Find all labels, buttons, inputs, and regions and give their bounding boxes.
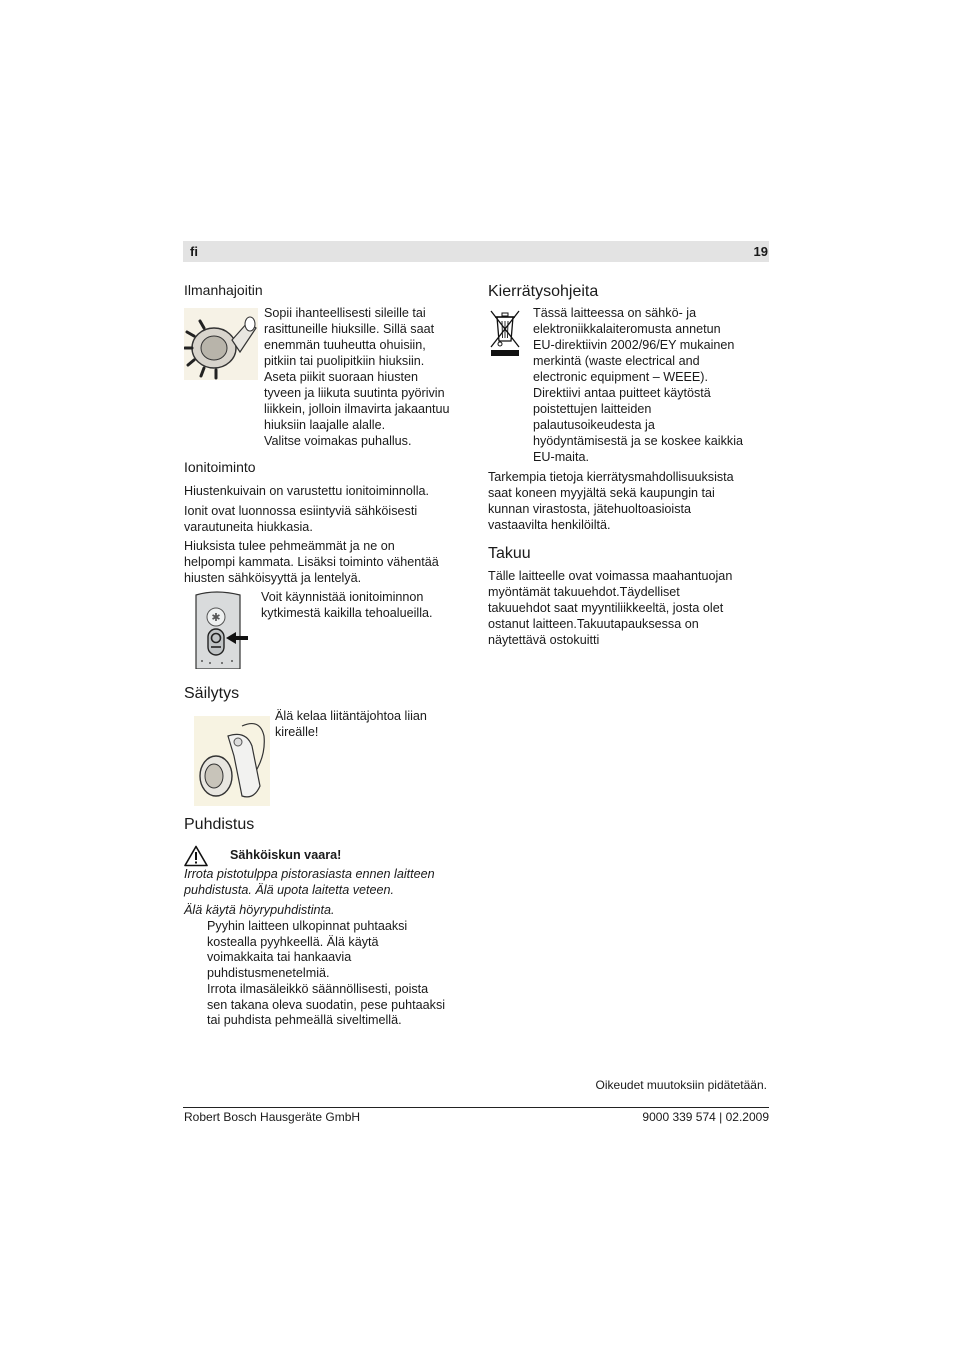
text-line: Sopii ihanteellisesti sileille tai xyxy=(264,306,426,320)
text-line: kunnan virastosta, jätehuoltoasioista xyxy=(488,502,692,516)
ionitoiminto-p4 xyxy=(261,589,471,621)
text-line: Valitse voimakas puhallus. xyxy=(264,434,412,448)
warning-title: Sähköiskun vaara! xyxy=(230,848,342,862)
text-line: palautusoikeudesta ja xyxy=(533,418,655,432)
text-line: Aseta piikit suoraan hiusten xyxy=(264,370,419,384)
kierratys-p2 xyxy=(488,469,770,533)
footer-rule xyxy=(183,1107,769,1108)
company-name: Robert Bosch Hausgeräte GmbH xyxy=(184,1110,361,1124)
text-line: kytkimestä kaikilla tehoalueilla. xyxy=(261,606,433,620)
text-line: EU-direktiivin 2002/96/EY mukainen xyxy=(533,338,735,352)
text-line: myöntämät takuuehdot.Täydelliset xyxy=(488,585,680,599)
diffuser-illustration xyxy=(184,308,258,380)
text-line: hiusten sähköisyyttä ja lentelyä. xyxy=(184,571,362,585)
text-line: Tarkempia tietoja kierrätysmahdollisuuksista xyxy=(488,470,734,484)
language-code: fi xyxy=(190,244,198,259)
text-line: Pyyhin laitteen ulkopinnat puhtaaksi xyxy=(207,919,408,933)
ionitoiminto-p2 xyxy=(184,503,469,535)
header-bar xyxy=(183,241,769,262)
text-line: merkintä (waste electrical and xyxy=(533,354,700,368)
kierratys-text xyxy=(533,305,769,465)
ionitoiminto-p3 xyxy=(184,538,469,586)
ilmanhajoitin-text xyxy=(264,305,469,449)
text-line: Tässä laitteessa on sähkö- ja xyxy=(533,306,697,320)
takuu-text xyxy=(488,568,770,648)
text-line: varautuneita hiukkasia. xyxy=(184,520,313,534)
text-line: hyödyntämisestä ja se koskee kaikkia xyxy=(533,434,743,448)
text-line: Irrota pistotulppa pistorasiasta ennen laitteen xyxy=(184,867,435,881)
heading-sailytys: Säilytys xyxy=(184,685,240,702)
text-line: elektroniikkalaiteromusta annetun xyxy=(533,322,721,336)
heading-ilmanhajoitin: Ilmanhajoitin xyxy=(184,282,263,298)
text-line: Älä kelaa liitäntäjohtoa liian xyxy=(275,709,427,723)
heading-takuu: Takuu xyxy=(488,545,531,562)
text-line: tai puhdista pehmeällä siveltimellä. xyxy=(207,1013,402,1027)
text-line: electronic equipment – WEEE). xyxy=(533,370,708,384)
text-line: vastaavilta henkilöiltä. xyxy=(488,518,611,532)
text-line: puhdistusta. Älä upota laitetta veteen. xyxy=(184,883,395,897)
svg-text:✱: ✱ xyxy=(211,611,221,624)
document-number: 9000 339 574 | 02.2009 xyxy=(642,1110,769,1124)
text-line: EU-maita. xyxy=(533,450,589,464)
text-line: kireälle! xyxy=(275,725,319,739)
text-line: puhdistusmenetelmiä. xyxy=(207,965,330,980)
warning-text-2: Älä käytä höyrypuhdistinta. xyxy=(184,903,335,917)
text-line: sen takana oleva suodatin, pese puhtaaksi xyxy=(207,997,446,1012)
text-line: Ionit ovat luonnossa esiintyviä sähköisesti xyxy=(184,504,418,518)
text-line: näytettävä ostokuitti xyxy=(488,633,600,647)
text-line: Irrota ilmasäleikkö säännöllisesti, poista xyxy=(207,982,429,996)
text-line: enemmän tuuheutta ohuisiin, xyxy=(264,338,426,352)
text-line: tyveen ja liikuta suutinta pyörivin xyxy=(264,386,445,400)
text-line: hiuksiin laajalle alalle. xyxy=(264,418,386,432)
text-line: Hiuksista tulee pehmeämmät ja ne on xyxy=(184,539,395,553)
text-line: Voit käynnistää ionitoiminnon xyxy=(261,590,424,604)
page-number: 19 xyxy=(753,244,768,259)
text-line: ostanut laitteen.Takuutapauksessa on xyxy=(488,617,699,631)
text-line: takuuehdot saat myyntiliikkeeltä, josta olet xyxy=(488,601,724,615)
warning-icon xyxy=(184,845,208,867)
text-line: pitkiin tai puolipitkiin hiuksiin. xyxy=(264,354,425,368)
text-line: helpompi kammata. Lisäksi toiminto vähentää xyxy=(184,555,439,569)
text-line: liikkein, jolloin ilmavirta jakaantuu xyxy=(264,402,450,416)
text-line: rasittuneille hiuksille. Sillä saat xyxy=(264,322,435,336)
heading-ionitoiminto: Ionitoiminto xyxy=(184,459,256,475)
text-line: saat koneen myyjältä sekä kaupungin tai xyxy=(488,486,715,500)
puhdistus-p1 xyxy=(207,919,472,981)
heading-puhdistus: Puhdistus xyxy=(184,816,255,833)
sailytys-text xyxy=(275,708,470,740)
text-line: Tälle laitteelle ovat voimassa maahantuojan xyxy=(488,569,733,583)
text-line: Direktiivi antaa puitteet käytöstä xyxy=(533,386,711,400)
rights-notice: Oikeudet muutoksiin pidätetään. xyxy=(595,1078,767,1092)
warning-text-1 xyxy=(184,866,474,898)
text-line: poistettujen laitteiden xyxy=(533,402,652,416)
storage-illustration xyxy=(194,716,270,806)
ion-switch-illustration xyxy=(192,591,250,669)
weee-bin-icon xyxy=(489,309,521,357)
puhdistus-p2 xyxy=(207,982,472,1029)
text-line: kostealla pyyhkeellä. Älä käytä xyxy=(207,934,379,949)
text-line: voimakkaita tai hankaavia xyxy=(207,950,352,964)
ionitoiminto-p1: Hiustenkuivain on varustettu ionitoiminnolla. xyxy=(184,484,430,498)
heading-kierratysohjeita: Kierrätysohjeita xyxy=(488,283,599,300)
